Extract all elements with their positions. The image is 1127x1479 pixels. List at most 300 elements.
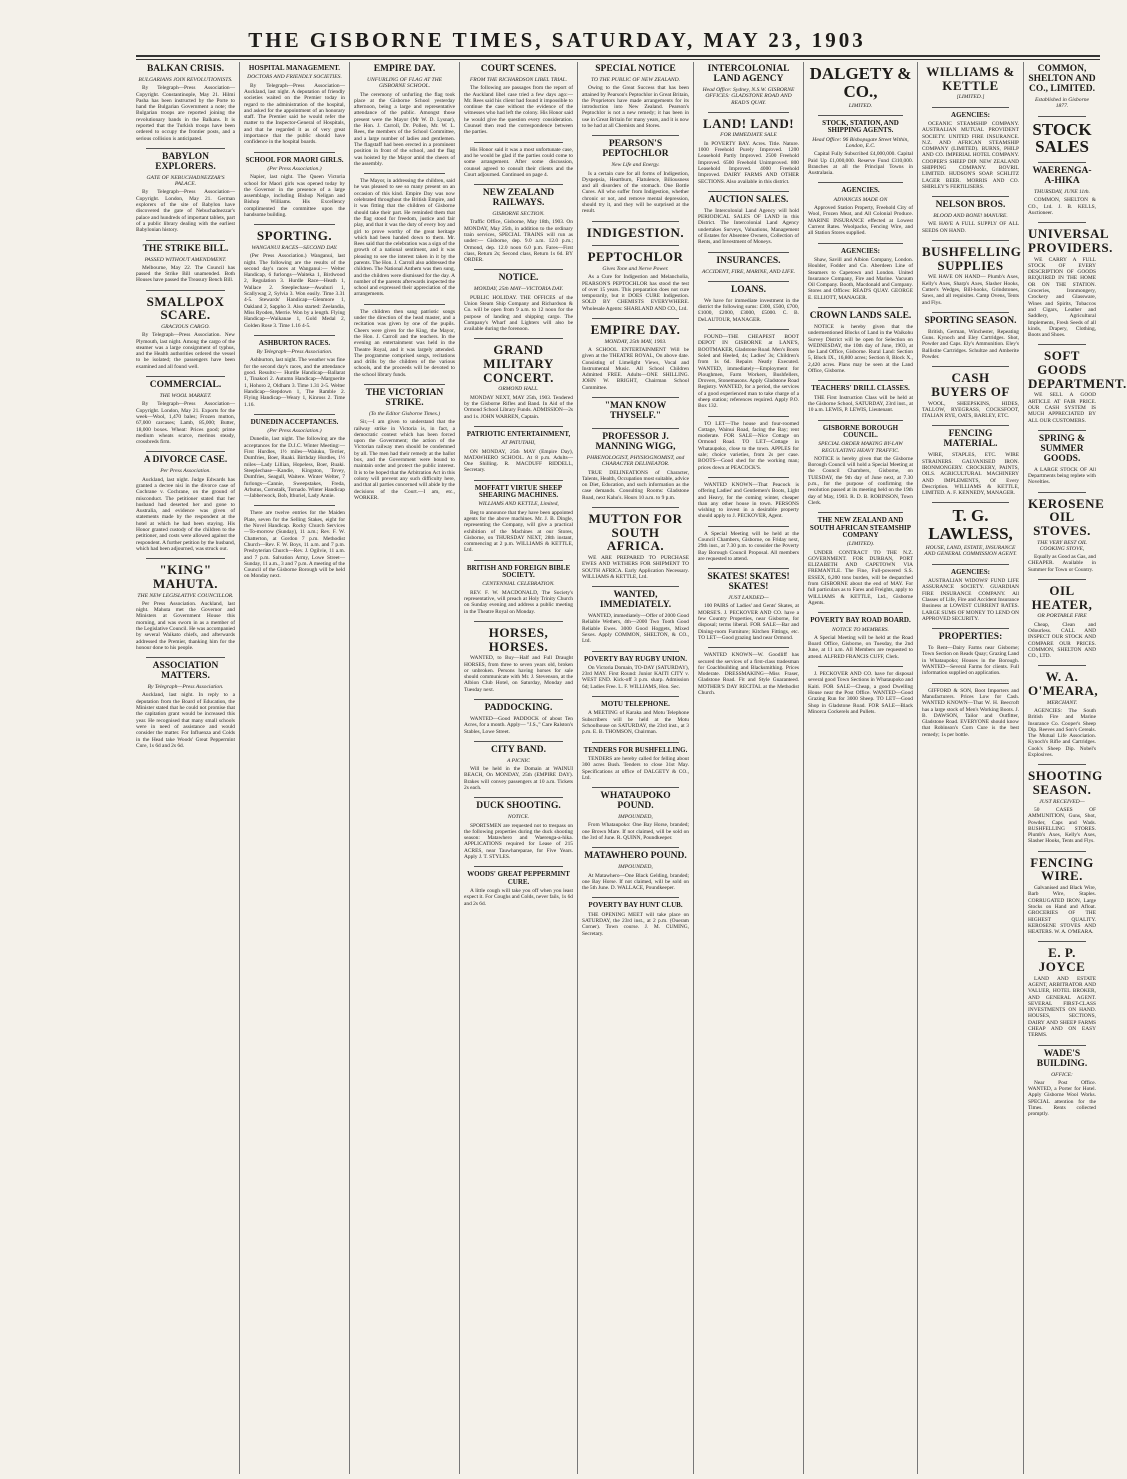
article-divider (1038, 1045, 1086, 1046)
article (582, 323, 689, 391)
article (464, 189, 573, 263)
article-body: On Victoria Domain, TO-DAY (SATURDAY), 23rd MAY. First Round: Junior KAITI CITY v. WEST END. Kick-off 3 p.m. sharp. Admission 6d; Ladies Free. L. F. WILLIAMS, Hon. Sec. (582, 664, 689, 690)
article-divider (146, 240, 225, 241)
article-divider (1038, 162, 1086, 163)
article (808, 65, 913, 109)
article-divider (708, 568, 789, 569)
article-divider (592, 651, 679, 652)
article-body: By Telegraph—Press Association—Auckland, last night. A deputation of friendly societies waited on the Premier today in regard to the administration of the hospital, and asked for the appointment of an honorary staff. The Premier said he would refer the matter to the Inspector-General of Hospitals, and that he regarded it as of very great importance that the public should have confidence in the hospital boards. (244, 82, 345, 146)
article-headline: HOSPITAL MANAGEMENT. (248, 64, 341, 72)
article-headline: AGENCIES. (841, 186, 880, 195)
article-body: By Telegraph—Press Association—Copyright. London, May 21. Exports for the week—Wool, 1,470 bales; Frozen mutton, 67,000 carcases; Lamb, 85,000; Butter, 18,000 boxes. Wheat: Prices good; prime medium wheats scarce, merinos steady, crossbreds firm. (136, 401, 235, 446)
article-body: Capital Fully Subscribed £4,000,000. Capital Paid Up £1,000,000. Reserve Fund £310,000. Branches at all the Principal Towns in Australasia. (808, 151, 913, 177)
article-body: ON MONDAY, 25th MAY (Empire Day), MATAWHERO SCHOOL. At 8 p.m. Adults—One Shilling. R. MACDUFF RIDDELL, Secretary. (464, 448, 573, 474)
article-divider (364, 384, 445, 385)
article (808, 385, 913, 413)
article-subhead: FOR IMMEDIATE SALE (720, 132, 777, 139)
article-body: A Special Meeting will be held at the Road Board Office, Gisborne, on Tuesday, the 2nd June, at 11 a.m. All Members are requested to attend. ALFRED FRANCIS CUFF, Clerk. (808, 634, 913, 660)
article (464, 343, 573, 419)
article-body: Sir,—I am given to understand that the railway strike in Victoria is, in fact, a democratic contest which has been forced upon the Government; the action of the Victorian railway men should be condemned by all. The men had their remedy at the ballot box, and the Government were bound to maintain order and protect the public interest. It is to be hoped that the Arbitration Act in this colony will prevent any such difficulty here, and that all parties concerned will abide by the decisions of the Court.—I am, etc., WORKER. (354, 419, 455, 501)
article-headline: PADDOCKING. (484, 703, 553, 714)
article (244, 157, 345, 219)
article-body: From Whataupoko: One Bay Horse, branded; one Brown Mare. If not claimed, will be sold on the 3rd of June. R. QUINN, Poundkeeper. (582, 822, 689, 841)
article-divider (818, 380, 903, 381)
article-body: Owing to the Great Success that has been attained by Pearson's Peptochlor in Great Britain, the Proprietors have made arrangements for its introduction into New Zealand. Pearson's Peptochlor is not a new remedy; it has been in use in Great Britain for many years, and it is now to be had at all Chemists and Stores. (582, 85, 689, 130)
article-headline: CROWN LANDS SALE. (809, 311, 912, 321)
article-divider (818, 612, 903, 613)
article-headline: WADE'S BUILDING. (1036, 1048, 1088, 1069)
article-subhead: OFFICE: (1051, 1071, 1073, 1078)
article-body: Dunedin, last night. The following are the acceptances for the D.J.C. Winter Meeting:— First Hurdles, 1½ miles—Waiuku, Terrier, Dumfries, Boer, Ruaki. Birthday Hurdles, 1½ miles—Lady Lillian, Hopeless, Boer, Ruaki. Steeplechase—Kandie, Kingston, Tovey, Dumfries, Seagull, Waitere. Winter Welter, 7 furlongs—Cannie, Sweepstakes, Freda, Arbutus, Cornstalk, Tornado. Winter Handicap—Jabberwock, Bob, Ithuriel, Lady Annie. (244, 436, 345, 500)
article-divider (364, 304, 445, 305)
article (464, 626, 573, 693)
article-body: THE First Instruction Class will be held at the Gisborne School, SATURDAY, 23rd inst., at 10 a.m. LEWIS, P. LEWIS, Lieutenant. (808, 394, 913, 414)
article-headline: WANTED, IMMEDIATELY. (599, 590, 672, 611)
article-headline: PROFESSOR J. MANNING WIGG, (595, 431, 676, 452)
article (582, 402, 689, 422)
article-subhead: THE NEW LEGISLATIVE COUNCILLOR. (137, 592, 234, 599)
article-headline: COMMON, SHELTON AND CO., LIMITED. (1028, 64, 1096, 94)
article-body: REV. F. W. MACDONALD, The Society's representative, will preach at Holy Trinity Church on Sunday evening and address a public meeting in the Theatre Royal on Monday. (464, 589, 573, 615)
article-body: WIRE, STAPLES, ETC. WIRE STRAINERS. GALVANISED IRON. IRONMONGERY. CROCKERY, PAINTS, OILS. AGRICULTURAL MACHINERY AND IMPLEMENTS, Of Every Description. WILLIAMS & KETTLE, LIMITED. A. F. KENNEDY, MANAGER. (922, 452, 1019, 497)
article-subhead: CENTENNIAL CELEBRATION. (482, 581, 555, 588)
article-body: Ashburton, last night. The weather was fine for the second day's races, and the attendance good. Results:— Hurdle Handicap—Ballarat 1, Tinakori 2. Autumn Handicap—Marguerite 1, Hohoro 2, Oldham 3. Time 1.31 2-5. Welter Handicap—Stepdown 1, The Ramble 2. Flying Handicap—Weary 1, Kinross 2. Time 1.16. (244, 357, 345, 408)
article-divider (146, 290, 225, 291)
article (1028, 584, 1096, 659)
masthead-rule (136, 55, 1100, 57)
article-body: WANTED, immediately—Offer of 2000 Good Reliable Wethers, 4th—2000 Two Tooth Good Reliable Ewes. 3000 Good Hoggets, Mixed Sexes. Apply COMMON, SHELTON, & CO., Ltd. (582, 613, 689, 645)
article (464, 704, 573, 735)
article-divider (254, 505, 335, 506)
article (464, 274, 573, 332)
article-subhead: BULGARIANS JOIN REVOLUTIONISTS. (138, 76, 233, 83)
column-4 (460, 62, 578, 1474)
article (582, 792, 689, 841)
article-headline: SPECIAL NOTICE (595, 64, 676, 74)
masthead: THE GISBORNE TIMES, SATURDAY, MAY 23, 1903 (248, 28, 866, 52)
article-subhead: A PICNIC (506, 757, 531, 764)
article-divider (592, 245, 679, 246)
article (582, 140, 689, 214)
article (464, 746, 573, 791)
article-divider (1038, 222, 1086, 223)
article-body: The ceremony of unfurling the flag took place at the Gisborne School yesterday afternoon, being a large and representative attendance of the public. Amongst those present were the Mayor (Mr W. D. Lysnar), the Hon. J. Carroll, Dr. Pollen, Mr. W. L. Rees, the members of the School Committee, and a large number of ladies and gentlemen. The flagstaff had been erected in a prominent position in front of the school, and the flag was hoisted by the Mayor amid the cheers of the assembly. (354, 91, 455, 167)
article-subhead: GISBORNE SECTION. (492, 211, 545, 218)
article-headline: W. A. O'MEARA, (1028, 669, 1099, 699)
article-body: LAND AND ESTATE AGENT, ARBITRATOR AND VALUER, HOTEL BROKER, AND GENERAL AGENT. SEVERAL FIRST-CLASS INVESTMENTS ON HAND. HOUSES, SECTIONS, DAIRY AND SHEEP FARMS CHEAP AND ON EASY TERMS. (1028, 975, 1096, 1039)
article-headline: POVERTY BAY HUNT CLUB. (588, 901, 683, 910)
article-body: Will be held in the Domain at WAINUI BEACH, On MONDAY, 25th (EMPIRE DAY). Brakes will convey passengers at 10 a.m. Tickets 2s each. (464, 766, 573, 792)
article (698, 196, 799, 246)
article (808, 671, 913, 715)
article (464, 485, 573, 554)
article-body: 50 CASES OF AMMUNITION, Guns, Shot, Powder, Caps and Wads. BUSHFELLING STORES. Plumb's Axes, Kelly's Axes, Slasher Hooks, Tents and Flys. (1028, 806, 1096, 845)
article (1028, 946, 1096, 1038)
article (136, 662, 235, 749)
article-body: AGENCIES: The South British Fire and Marine Insurance Co. Cooper's Sheep Dip. Reeves and Son's Cereals. The Mutual Life Association. Kynoch's Rifle and Cartridges. Cook's Sheep Dip. Nobel's Explosives. (1028, 708, 1096, 759)
article-headline: DUCK SHOOTING. (476, 801, 561, 812)
article (808, 425, 913, 507)
article (922, 112, 1019, 191)
column-8 (918, 62, 1024, 1474)
article (582, 65, 689, 129)
article-divider (592, 135, 679, 136)
article (922, 430, 1019, 496)
article (582, 747, 689, 782)
article (1028, 435, 1096, 486)
article-divider (708, 329, 789, 330)
article-subhead: PASSED WITHOUT AMENDMENT. (144, 256, 227, 263)
article-divider (592, 507, 679, 508)
article-body: His Honor said it was a most unfortunate case, and he would be glad if the parties could come to some arrangement. After some discussion, counsel agreed to consult their clients and the Court adjourned. Continued on page 4. (464, 146, 573, 178)
article (922, 688, 1019, 738)
article-headline: OIL HEATER, (1031, 583, 1093, 612)
article (136, 381, 235, 445)
article-body: By Telegraph—Press Association. New Plymouth, last night. Among the cargo of the steamer was a large consignment of typhus, and the Health authorities ordered the vessel to be isolated; the passengers have been examined and all found well. (136, 332, 235, 370)
article-body: Auckland, last night. Judge Edwards has granted a decree nisi in the divorce case of Cochrane v. Cochrane, on the ground of misconduct. The petitioner stated that her husband had deserted her and gone to Australia, and evidence was given of statements made by the respondent at the hotel at which he had been staying. His Honor granted custody of the children to the petitioner, and costs were allowed against the respondent. A further petition by the husband, which had been adjourned, was struck out. (136, 476, 235, 552)
article-subhead: Head Office: Sydney, N.S.W. GISBORNE OFFICES: GLADSTONE ROAD AND READ'S QUAY. (702, 86, 795, 106)
article-divider (708, 477, 789, 478)
article-subhead: (Per Press Association.) (267, 165, 322, 172)
article-body: WANTED KNOWN—That Peacock is offering Ladies' and Gentlemen's Boots, Light and Heavy, for the coming winter, cheaper than any other house in town. PERSONS wishing to invest in a desirable property should apply to J. PECKOVER, Agent. (698, 481, 799, 520)
column-3 (350, 62, 460, 1474)
article (922, 317, 1019, 360)
article-body: A LARGE STOCK OF All Departments being replete with Novelties. (1028, 466, 1096, 486)
article-headline: CASH BUYERS OF (931, 370, 1010, 399)
article-divider (708, 252, 789, 253)
article (582, 512, 689, 580)
article-body: The Intercolonial Land Agency will hold PERIODICAL SALES OF LAND in this District. The Intercolonial Land Agency undertakes Surveys, Valuations, Management of Estates for Absentee Owners, Collection of Rents, and Investment of Moneys. (698, 207, 799, 246)
article-subhead: [LIMITED.] (956, 94, 985, 101)
article-subhead: FROM THE RICHARDSON LIBEL TRIAL. (469, 76, 568, 83)
article-headline: PEARSON'S PEPTOCHLOR (602, 139, 669, 160)
article (1028, 348, 1127, 424)
article-divider (708, 526, 789, 527)
article-body: AUSTRALIAN WIDOWS' FUND LIFE ASSURANCE SOCIETY. GUARDIAN FIRE INSURANCE COMPANY. All Classes of Life, Fire and Accident Insurance Business at LOWEST CURRENT RATES. LARGE SUMS OF MONEY TO LEND ON APPROVED SECURITY. (922, 578, 1019, 622)
article-headline: FENCING MATERIAL. (943, 429, 998, 450)
article (464, 431, 573, 474)
article-divider (146, 657, 225, 658)
article-divider (1038, 116, 1086, 117)
article-divider (474, 699, 563, 700)
article (136, 245, 235, 284)
article-body: We have for immediate investment in the district the following sums: £300, £500, £700, £1000, £2000, £3000, £5000. C. B. DeLAUTOUR, MANAGER. (698, 297, 799, 323)
article-divider (1038, 941, 1086, 942)
article-headline: TEACHERS' DRILL CLASSES. (811, 384, 910, 393)
article-body: There are twelve entries for the Maiden Plate, seven for the Selling Stakes, eight for the Novel Handicap. Rocky Church Services—To-morrow (Sunday), 11 a.m.; Rev. F. W. Chatterton, at Gordon 7 p.m. Methodist Church—Rev. F. W. Boys, 11 a.m. and 7 p.m. Presbyterian Church—Rev. J. Ogilvie, 11 a.m. and 7 p.m. Salvation Army, Lowe Street—Sunday, 11 a.m., 3 and 7 p.m. A meeting of the Council of the Gisborne Borough will be held on Monday next. (244, 510, 345, 580)
article-body: A SCHOOL ENTERTAINMENT Will be given at the THEATRE ROYAL, On above date. Consisting of Limelight Views, Vocal and Instrumental Music. All School Children Admitted FREE. Adults—ONE SHILLING. JOHN W. BRIGHT, Chairman School Committee. (582, 346, 689, 391)
article-body: (Per Press Association.) Wanganui, last night. The following are the results of the second day's races at Wanganui:— Welter Handicap, 6 furlongs—Waiteka 1, Birdwood 2, Regulation 3. Hurdle Race—Heath 1, Wallace 2. Steeplechase—Awahuri 1, Scallywag 2, Sylvia 3. Won easily. Time 3.31 4-5. Stewards' Handicap—Glenmore 1, Oakland 2, Sappho 3. Also started: Zeelandia, Miss Ryoden, Merrie. Won by a length. Flying Handicap—Waikanae 1, Gold Medal 2, Golden Rose 3. Time 1.16 4-5. (244, 253, 345, 329)
article-body: 100 PAIRS of Ladies' and Gents' Skates, at MORSE'S. J. PECKOVER AND CO. have a few Country Properties, near Gisborne, for disposal; terms liberal. FOR SALE—Bar and Dining-room Furniture; Kitchen Fittings, etc. TO LET—Good grazing land near Ormond. (698, 603, 799, 641)
article-body: The children then sang patriotic songs under the direction of the head master, and a recitation was given by one of the pupils. Cheers were given for the King, the Mayor, the Hon. J. Carroll and the teachers. In the evening an entertainment was held in the Theatre Royal, and it was largely attended. The programme comprised songs, recitations and drills by the children of the various schools, and the proceeds will be devoted to the school library funds. (354, 308, 455, 378)
article (464, 802, 573, 860)
article-divider (932, 425, 1009, 426)
article-body: Napier, last night. The Queen Victoria school for Maori girls was opened today by the Governor in the presence of a large assemblage, including Bishop Neligan and Bishop Williams. His Excellency complimented the committee upon the handsome building. (244, 174, 345, 219)
article-divider (146, 451, 225, 452)
article-subhead: AT PATUTAHI, (501, 440, 536, 447)
article-subhead: MONDAY, 25th MAY, 1903. (604, 338, 667, 345)
article-subhead: MERCHANT. (1046, 699, 1078, 706)
article (808, 517, 913, 606)
article (582, 250, 689, 312)
article-headline: SPORTING. (256, 228, 333, 244)
article-divider (818, 182, 903, 183)
article-subhead: New Life and Energy. (611, 162, 660, 169)
article-headline: WOODS' GREAT PEPPERMINT CURE. (467, 870, 570, 886)
article-subhead: By Telegraph—Press Association. (147, 684, 224, 691)
article-subhead: THE WOOL MARKET. (159, 393, 212, 400)
article-headline: DUNEDIN ACCEPTANCES. (250, 417, 339, 426)
article-headline: NELSON BROS. (935, 200, 1006, 211)
article-body: Near Post Office. WANTED, a Porter for Hotel. Apply Gisborne Wool Works. SPECIAL attention for the Times. Rents collected promptly. (1028, 1079, 1096, 1118)
article-headline: EMPIRE DAY. (373, 64, 436, 74)
article-divider (592, 847, 679, 848)
article-subhead: Established in Gisborne 1877. (1034, 96, 1090, 110)
article-divider (932, 107, 1009, 108)
article-body: THE OPENING MEET will take place on SATURDAY, the 23rd inst., at 2 p.m. (Oueram Corner). Town course. J. M. CUMING, Secretary. (582, 911, 689, 937)
article-headline: GRAND MILITARY CONCERT. (483, 342, 554, 385)
article-divider (592, 318, 679, 319)
article-body: The following are passages from the report of the Auckland libel case tried a few days ago:— Mr. Rees said his client had found it impossible to continue the case without the evidence of the witnesses who had left the colony. His Honor said he would give the question every consideration. Counsel then read the correspondence between the parties. (464, 85, 573, 136)
article-body: WE SELL A GOOD ARTICLE AT FAIR PRICE. OUR CASH SYSTEM IS MUCH APPRECIATED BY ALL OUR CUSTOMERS. (1028, 392, 1096, 424)
article-body: As a Cure for Indigestion and Melancholia, PEARSON'S PEPTOCHLOR has stood the test of over 15 years. This preparation does not cure temporarily, but it DOES CURE Indigestion. SOLD BY CHEMISTS EVERYWHERE. Wholesale Agents: SHARLAND AND CO., Ltd. (582, 274, 689, 312)
article (464, 871, 573, 907)
article (354, 178, 455, 298)
article (136, 456, 235, 552)
article-body: OCEANIC STEAMSHIP COMPANY. AUSTRALIAN MUTUAL PROVIDENT SOCIETY. UNITED FIRE INSURANCE. N.Z. AND AFRICAN STEAMSHIP COMPANY (LIMITED). BURNS, PHILP AND CO. IMPERIAL HOTEL COMPANY. COOPER'S SHEEP DIP. NEW ZEALAND SHIPPING COMPANY. BOVRIL LIMITED. HUDSON'S SOAP. SCHLITZ LAGER BEER. MORRIS AND CO. SHIRLEY'S FERTILISERS. (922, 120, 1019, 190)
article (582, 656, 689, 691)
article-body: WE HAVE ON HAND— Plumb's Axes, Kelly's Axes, Sharp's Axes, Slasher Hooks, Cutter's Wedges, Bill-hooks, Grindstones, Saws, and all requisites. Camp Ovens, Tents and Flys. (922, 274, 1019, 306)
article-subhead: WANGANUI RACES—SECOND DAY. (251, 244, 338, 251)
article-body: WE ARE PREPARED TO PURCHASE EWES AND WETHERS FOR SHIPMENT TO SOUTH AFRICA. Early Application Necessary. WILLIAMS & KETTLE, Ltd. (582, 554, 689, 580)
article-divider (1038, 430, 1086, 431)
article-headline: BABYLON EXPLORERS. (155, 151, 216, 172)
article-divider (592, 397, 679, 398)
article-body: By Telegraph—Press Association—Copyright. Constantinople, May 21. Hilmi Pasha has been instructed by the Porte to hand the Bulgarian Government a note; the Bulgarian troops are reported joining the revolutionary bands in the Balkans. It is reported that the Turkish troops have been ordered to occupy the frontier posts, and a serious collision is anticipated. (136, 85, 235, 142)
article (1028, 495, 1105, 573)
article-headline: NOTICE. (498, 273, 539, 284)
article-divider (364, 173, 445, 174)
article-divider (474, 426, 563, 427)
article-divider (932, 683, 1009, 684)
article (464, 147, 573, 178)
article-body: WANTED, to Buy—Half and Full Draught HORSES, from three to seven years old, broken or unbroken. Persons having horses for sale should communicate with Mr. J. Stevenson, at the Albion Club Hotel, on Saturday, Monday and Tuesday next. (464, 655, 573, 693)
article (808, 617, 913, 660)
article (582, 226, 689, 240)
article (698, 482, 799, 520)
article-headline: AUCTION SALES. (708, 194, 789, 205)
article-divider (146, 376, 225, 377)
article (582, 591, 689, 644)
article-subhead: WILLIAMS AND KETTLE, Limited, (478, 501, 559, 508)
article (136, 153, 235, 234)
article-body: Melbourne, May 22. The Council has passed the Strike Bill unamended. Both Houses have passed the Treasury Bench Bill. (136, 264, 235, 284)
article-divider (818, 115, 903, 116)
article-divider (932, 366, 1009, 367)
article (354, 65, 455, 167)
article-body: Auckland, last night. In reply to a deputation from the Board of Education, the Minister stated that he could not promise that the capitation grant would be increased this year. He recognised that many small schools were in need of assistance and would consider the matter. For Influenza and Colds in the Head take Woods' Great Peppermint Cure, 1s 6d and 2s 6d. (136, 692, 235, 749)
article-divider (932, 502, 1009, 503)
article (808, 187, 913, 236)
article-headline: THE STRIKE BILL. (142, 243, 229, 254)
article-headline: SPORTING SEASON. (924, 315, 1017, 326)
article-headline: POVERTY BAY RUGBY UNION. (584, 654, 687, 663)
article-body: Galvanised and Black Wire, Barb Wire, Staples. CORRUGATED IRON, Large Stocks on Hand and Afloat. GROCERIES OF THE HIGHEST QUALITY. KEROSENE STOVES AND HEATERS. W. A. O'MEARA. (1028, 885, 1096, 936)
article-divider (932, 628, 1009, 629)
article (698, 334, 799, 410)
article-body: Traffic Office, Gisborne, May 18th, 1903. On MONDAY, May 25th, in addition to the ordinary train services, SPECIAL TRAINS will run as under:— Gisborne, dep. 9.0 a.m. 12.0 p.m.; Ormond, dep. 12.0 noon 6.0 p.m. Fares—First class, Return 2s; Second class, Return 1s 6d. BY ORDER. (464, 219, 573, 264)
article-divider (474, 338, 563, 339)
article (808, 312, 913, 374)
article (582, 902, 689, 937)
article-divider (254, 414, 335, 415)
article-subhead: Gives Tone and Nerve Power. (602, 265, 669, 272)
column-7 (804, 62, 918, 1474)
article-divider (932, 564, 1009, 565)
column-9 (1024, 62, 1127, 1474)
article-divider (708, 112, 789, 113)
article-divider (474, 560, 563, 561)
article-divider (708, 647, 789, 648)
article (698, 421, 799, 471)
article-body: WE HAVE A FULL SUPPLY OF ALL SEEDS ON HAND. (922, 221, 1019, 234)
article (698, 286, 799, 323)
article (698, 257, 799, 275)
article-headline: MOTU TELEPHONE. (601, 700, 670, 709)
article-headline: SCHOOL FOR MAORI GIRLS. (245, 155, 344, 164)
article-body: UNDER CONTRACT TO THE N.Z. GOVERNMENT. FOR DURBAN, PORT ELIZABETH AND CAPETOWN VIA FREMANTLE. The Fine, Full-powered S.S. ESSEX, 6,200 tons burden, will be despatched from GISBORNE about the end of MAY. For full particulars as to Fares and Freights, apply to WILLIAMS & KETTLE, Ltd., Gisborne Agents. (808, 549, 913, 606)
article-divider (592, 897, 679, 898)
article (698, 573, 799, 641)
article-headline: "KING" MAHUTA. (152, 562, 218, 591)
article-divider (708, 191, 789, 192)
article-headline: "MAN KNOW THYSELF." (604, 401, 667, 421)
article-headline: BUSHFELLING SUPPLIES (922, 244, 1022, 273)
article-headline: LAND! LAND! (702, 115, 795, 131)
article-headline: INDIGESTION. (586, 224, 685, 240)
article-headline: WHATAUPOKO POUND. (600, 791, 671, 812)
article-headline: PATRIOTIC ENTERTAINMENT, (466, 429, 571, 438)
article-body: A MEETING of Karaka and Motu Telephone Subscribers will be held at the Motu Schoolhouse on SATURDAY, the 23rd inst., at 3 p.m. E. B. THOMSON, Chairman. (582, 710, 689, 736)
article-subhead: By Telegraph—Press Association. (256, 349, 333, 356)
article-body: NOTICE is hereby given that the undermentioned Blocks of Land in the Waikohu Survey District will be open for Selection on WEDNESDAY, the 10th day of June, 1903, at the Land Office, Gisborne. Rural Land: Section 5, Block IX., 16,800 acres; Section 8, Block X., 2,420 acres. Plans may be seen at the Land Office, Gisborne. (808, 323, 913, 375)
article-divider (818, 666, 903, 667)
article-body: SPORTSMEN are requested not to trespass on the following properties during the duck shooting season: Matawhero and Waerenga-a-hika. APPLICATIONS required for Lease of 215 ACRES, near Tauwhareparae, for Five Years. Apply J. T. STYLES. (464, 822, 573, 861)
article (922, 244, 1022, 306)
article-divider (146, 148, 225, 149)
article-divider (474, 142, 563, 143)
article-body: The Mayor, in addressing the children, said he was pleased to see so many present on an occasion of this kind. Empire Day was now celebrated throughout the British Empire, and it was fitting that the children of Gisborne should take their part. He reminded them that the flag stood for freedom, justice and fair play, and that it was the duty of every boy and girl to prove worthy of the great heritage which had been handed down to them. Mr. Rees said that the celebration was a sign of the growth of a national sentiment, and it was pleasing to see the interest taken in it by the parents. The Hon. J. Carroll also addressed the children. The National Anthem was then sung, and the children were dismissed for the day. A number of the parents afterwards inspected the school and expressed their appreciation of the arrangements. (354, 178, 455, 298)
article-headline: NEW ZEALAND RAILWAYS. (482, 188, 555, 209)
article (464, 565, 573, 615)
article-body: TRUE DELINEATIONS of Character, Talents, Health, Occupation most suitable, advice on Diet, Education, and such information as the case demands. Consulting Rooms: Gladstone Road, next Kahu's. Hours 10 a.m. to 9 p.m. (582, 469, 689, 501)
article-divider (1038, 851, 1086, 852)
article-divider (254, 335, 335, 336)
article (136, 563, 235, 651)
article (1028, 121, 1096, 157)
article-subhead: LIMITED. (848, 102, 873, 109)
article (1028, 65, 1096, 110)
article-divider (708, 416, 789, 417)
article-headline: TENDERS FOR BUSHFELLING. (583, 745, 688, 754)
article (808, 248, 913, 301)
article-headline: MATAWHERO POUND. (584, 851, 687, 862)
article-subhead: MONDAY, 25th MAY—VICTORIA DAY. (473, 286, 564, 293)
article (922, 569, 1019, 622)
article-headline: A DIVORCE CASE. (143, 455, 228, 466)
article-divider (932, 240, 1009, 241)
article-divider (818, 512, 903, 513)
article-body: COMMON, SHELTON & CO., Ltd. J. B. KELLS, Auctioneer. (1028, 197, 1096, 217)
article (582, 701, 689, 736)
article-subhead: BLOOD AND BONE! MANURE. (933, 213, 1008, 220)
article-headline: PEPTOCHLOR (587, 249, 684, 265)
article-body: NOTICE is hereby given that the Gisborne Borough Council will hold a Special Meeting at the Council Chambers, Gisborne, on TUESDAY, the 9th day of June next, at 7.30 p.m., for the purpose of confirming the resolution passed at its meeting held on the 19th day of May, 1903. R. D. B. ROBINSON, Town Clerk. (808, 455, 913, 506)
article-divider (592, 221, 679, 222)
article-headline: WILLIAMS & KETTLE (926, 64, 1015, 93)
article-subhead: SPECIAL ORDER MAKING BY-LAW REGULATING HEAVY TRAFFIC. (818, 441, 903, 454)
article (808, 120, 913, 176)
masthead-rule-thin (136, 59, 1100, 60)
column-6 (694, 62, 804, 1474)
article-headline: MOFFATT VIRTUE SHEEP SHEARING MACHINES. (474, 483, 563, 500)
article (922, 633, 1019, 676)
article-divider (818, 307, 903, 308)
article-body: Equally as Good as Gas, and CHEAPER. Available in Summer for Town or Country. (1028, 554, 1096, 573)
article-body: GIFFORD & SON, Boot Importers and Manufacturers. Prices Low for Cash. WANTED KNOWN—That W. H. Beecroft has a large stock of Men's Working Boots. J. B. DAWSON, Tailor and Outfitter, Gladstone Road. EVERYONE should know that Robinson's Corn Cure is the best remedy; 1s per bottle. (922, 687, 1019, 738)
article-headline: SMALLPOX SCARE. (146, 293, 225, 323)
article-divider (474, 480, 563, 481)
article-divider (254, 152, 335, 153)
article-subhead: OR PORTABLE FIRE (1037, 613, 1087, 620)
article-headline: STOCK SALES (1032, 119, 1092, 157)
article-body: TO LET—The house and four-roomed Cottage, Wainui Road, facing the Bay; rent moderate. FOR SALE—Nice Cottage on Ormond Road. TO LET—Cottage in Whataupoko, close to the town. APPLES for sale; choice varieties, from 2s per case. BOOTS—Good shed for the working man; prices down at PEACOCK'S. (698, 420, 799, 471)
article-subhead: NOTICE TO MEMBERS. (832, 626, 889, 633)
article (1028, 226, 1113, 339)
article-subhead: Head Office: 96 Bishopsgate Street Within, London, E.C. (812, 136, 909, 149)
article-divider (592, 428, 679, 429)
article-headline: DALGETY & CO., (809, 64, 912, 101)
article-divider (592, 787, 679, 788)
article-headline: FENCING WIRE. (1030, 854, 1094, 884)
article-headline: INSURANCES. (716, 255, 781, 266)
article-divider (1038, 344, 1086, 345)
article-body: WANTED—Good PADDOCK of about Ten Acres, for a month. Apply— "J.S.," Care Ralston's Stables, Lowe Street. (464, 715, 573, 735)
article-headline: CITY BAND. (490, 744, 547, 755)
article-headline: COURT SCENES. (480, 64, 557, 74)
article-body: In POVERTY BAY. Acres. Title. Nature. 1000 Freehold Purely Improved. 1200 Leasehold Partly Improved. 2500 Freehold Improved. 6500 Freehold Unimproved. 800 Leasehold Improved. 4000 Freehold Improved. DAIRY FARMS AND OTHER SECTIONS. Also available in this district. (698, 140, 799, 185)
article-subhead: (To the Editor Gisborne Times.) (368, 410, 441, 417)
article-subhead: GATE OF NEBUCHADNEZZAR'S PALACE. (146, 174, 225, 188)
article (1028, 669, 1099, 759)
article-headline: SOFT GOODS DEPARTMENT. (1028, 348, 1127, 391)
article (1028, 1050, 1096, 1118)
article-body: A little cough will take you off when you least expect it. For Coughs and Colds, never fails, 1s 6d and 2s 6d. (464, 888, 573, 907)
article (244, 510, 345, 579)
article-subhead: DOCTORS AND FRIENDLY SOCIETIES. (247, 74, 342, 81)
article-headline: SHOOTING SEASON. (1028, 768, 1103, 798)
article-subhead: JUST LANDED— (728, 595, 769, 602)
article (698, 65, 799, 106)
article-divider (708, 281, 789, 282)
article (698, 117, 799, 185)
article-subhead: JUST RECEIVED— (1039, 798, 1085, 805)
article-subhead: ACCIDENT, FIRE, MARINE, AND LIFE. (701, 268, 796, 275)
article-body: TENDERS are hereby called for felling about 300 acres Bush. Tenders to close 31st May. Specifications at office of DALGETY & CO., Ltd. (582, 755, 689, 781)
article-headline: EMPIRE DAY. (590, 322, 681, 338)
article-divider (592, 696, 679, 697)
article-headline: BRITISH AND FOREIGN BIBLE SOCIETY. (466, 563, 571, 580)
